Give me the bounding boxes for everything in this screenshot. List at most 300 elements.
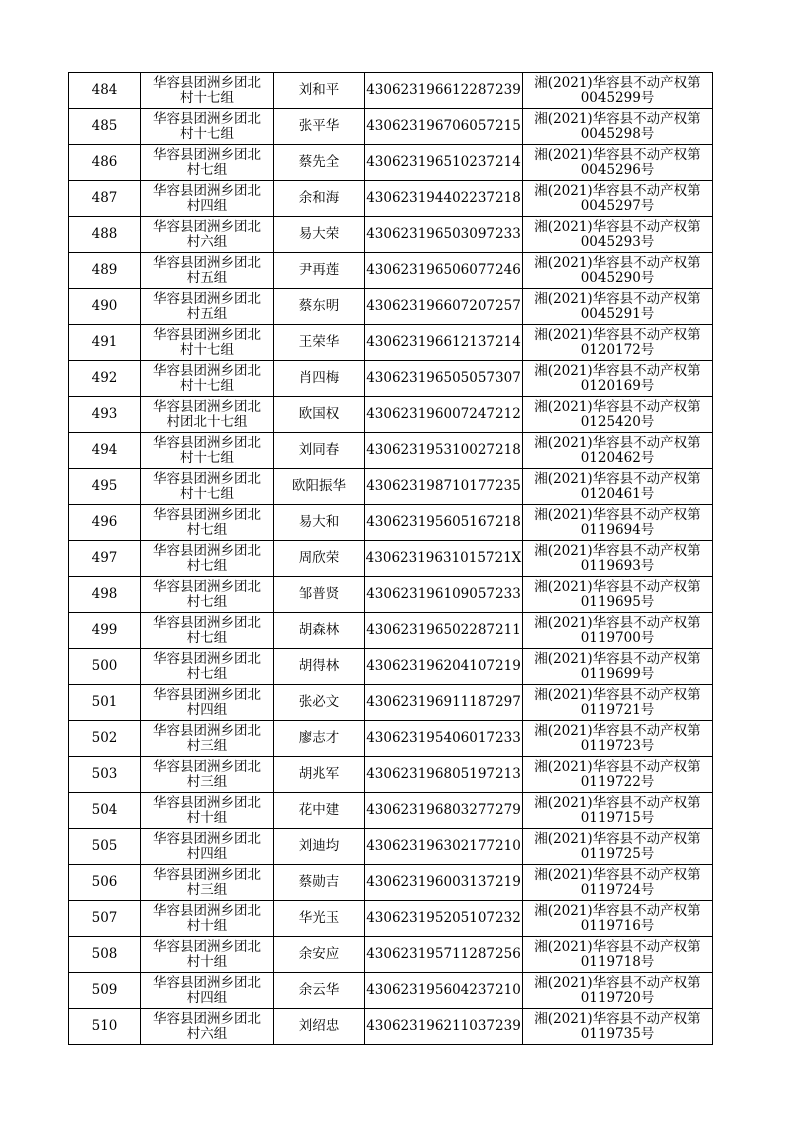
id-number-text: 430623195605167218 <box>366 514 521 530</box>
row-number-cell <box>69 541 141 577</box>
address-cell <box>141 865 274 901</box>
id-number-text: 430623196510237214 <box>366 154 521 170</box>
certificate-number-text: 湘(2021)华容县不动产权第 0045296号 <box>534 146 701 178</box>
owner-name-cell <box>274 1009 365 1045</box>
address-cell <box>141 577 274 613</box>
certificate-number-text: 湘(2021)华容县不动产权第 0119724号 <box>534 866 701 898</box>
row-number-text: 506 <box>91 874 118 890</box>
table-row <box>69 1009 713 1045</box>
owner-name-cell <box>274 613 365 649</box>
row-number-cell <box>69 145 141 181</box>
address-text: 华容县团洲乡团北 村十七组 <box>153 470 261 502</box>
owner-name-text: 张必文 <box>298 694 340 710</box>
address-cell <box>141 217 274 253</box>
certificate-number-text: 湘(2021)华容县不动产权第 0120462号 <box>534 434 701 466</box>
address-cell <box>141 649 274 685</box>
id-number-text: 430623195310027218 <box>366 442 521 458</box>
address-cell <box>141 181 274 217</box>
row-number-cell <box>69 73 141 109</box>
certificate-number-text: 湘(2021)华容县不动产权第 0119718号 <box>534 938 701 970</box>
table-row <box>69 793 713 829</box>
certificate-number-cell <box>523 793 713 829</box>
certificate-number-text: 湘(2021)华容县不动产权第 0045299号 <box>534 74 701 106</box>
address-cell <box>141 109 274 145</box>
row-number-cell <box>69 1009 141 1045</box>
address-text: 华容县团洲乡团北 村五组 <box>153 290 261 322</box>
owner-name-cell <box>274 433 365 469</box>
certificate-number-cell <box>523 757 713 793</box>
row-number-cell <box>69 181 141 217</box>
owner-name-cell <box>274 397 365 433</box>
address-text: 华容县团洲乡团北 村六组 <box>153 218 261 250</box>
row-number-text: 508 <box>91 946 118 962</box>
address-cell <box>141 541 274 577</box>
id-number-text: 430623196612287239 <box>366 82 521 98</box>
id-number-cell <box>365 253 523 289</box>
owner-name-cell <box>274 73 365 109</box>
row-number-text: 493 <box>91 406 118 422</box>
row-number-cell <box>69 397 141 433</box>
owner-name-text: 胡森林 <box>298 622 340 638</box>
owner-name-text: 余和海 <box>298 190 340 206</box>
row-number-text: 500 <box>91 658 118 674</box>
id-number-cell <box>365 1009 523 1045</box>
address-text: 华容县团洲乡团北 村三组 <box>153 758 261 790</box>
certificate-number-cell <box>523 109 713 145</box>
certificate-number-text: 湘(2021)华容县不动产权第 0119720号 <box>534 974 701 1006</box>
row-number-cell <box>69 289 141 325</box>
certificate-number-cell <box>523 685 713 721</box>
row-number-cell <box>69 109 141 145</box>
row-number-cell <box>69 253 141 289</box>
address-text: 华容县团洲乡团北 村七组 <box>153 614 261 646</box>
table-row <box>69 937 713 973</box>
id-number-text: 430623196204107219 <box>366 658 521 674</box>
owner-name-cell <box>274 901 365 937</box>
owner-name-text: 易大荣 <box>298 226 340 242</box>
row-number-text: 507 <box>91 910 118 926</box>
id-number-text: 430623195711287256 <box>366 946 521 962</box>
table-row <box>69 253 713 289</box>
id-number-text: 430623196612137214 <box>366 334 521 350</box>
address-text: 华容县团洲乡团北 村三组 <box>153 722 261 754</box>
owner-name-text: 张平华 <box>298 118 340 134</box>
address-cell <box>141 469 274 505</box>
certificate-number-text: 湘(2021)华容县不动产权第 0120461号 <box>534 470 701 502</box>
id-number-cell <box>365 901 523 937</box>
id-number-cell <box>365 937 523 973</box>
id-number-text: 430623196211037239 <box>366 1018 521 1034</box>
owner-name-text: 华光玉 <box>298 910 340 926</box>
table-row <box>69 325 713 361</box>
row-number-cell <box>69 757 141 793</box>
table-row <box>69 757 713 793</box>
row-number-cell <box>69 577 141 613</box>
id-number-cell <box>365 721 523 757</box>
address-text: 华容县团洲乡团北 村四组 <box>153 974 261 1006</box>
address-text: 华容县团洲乡团北 村四组 <box>153 686 261 718</box>
row-number-text: 509 <box>91 982 118 998</box>
certificate-number-cell <box>523 973 713 1009</box>
certificate-number-text: 湘(2021)华容县不动产权第 0119721号 <box>534 686 701 718</box>
address-text: 华容县团洲乡团北 村七组 <box>153 542 261 574</box>
owner-name-text: 余安应 <box>298 946 340 962</box>
certificate-number-text: 湘(2021)华容县不动产权第 0119694号 <box>534 506 701 538</box>
id-number-cell <box>365 541 523 577</box>
row-number-text: 504 <box>91 802 118 818</box>
owner-name-text: 欧国权 <box>298 406 340 422</box>
row-number-cell <box>69 649 141 685</box>
owner-name-cell <box>274 289 365 325</box>
row-number-text: 484 <box>91 82 118 98</box>
certificate-number-text: 湘(2021)华容县不动产权第 0119695号 <box>534 578 701 610</box>
row-number-text: 485 <box>91 118 118 134</box>
certificate-number-text: 湘(2021)华容县不动产权第 0119693号 <box>534 542 701 574</box>
certificate-number-cell <box>523 721 713 757</box>
certificate-number-cell <box>523 865 713 901</box>
owner-name-cell <box>274 253 365 289</box>
certificate-number-text: 湘(2021)华容县不动产权第 0125420号 <box>534 398 701 430</box>
table-row <box>69 181 713 217</box>
owner-name-text: 刘迪均 <box>298 838 340 854</box>
certificate-number-text: 湘(2021)华容县不动产权第 0045297号 <box>534 182 701 214</box>
certificate-number-cell <box>523 937 713 973</box>
table-row <box>69 721 713 757</box>
owner-name-cell <box>274 793 365 829</box>
table-row <box>69 577 713 613</box>
row-number-text: 489 <box>91 262 118 278</box>
certificate-number-text: 湘(2021)华容县不动产权第 0045290号 <box>534 254 701 286</box>
certificate-number-text: 湘(2021)华容县不动产权第 0045291号 <box>534 290 701 322</box>
owner-name-cell <box>274 181 365 217</box>
certificate-number-text: 湘(2021)华容县不动产权第 0045293号 <box>534 218 701 250</box>
address-cell <box>141 685 274 721</box>
owner-name-text: 蔡先全 <box>298 154 340 170</box>
row-number-cell <box>69 901 141 937</box>
row-number-text: 487 <box>91 190 118 206</box>
address-cell <box>141 613 274 649</box>
owner-name-cell <box>274 721 365 757</box>
table-row <box>69 649 713 685</box>
id-number-text: 430623195406017233 <box>366 730 521 746</box>
address-text: 华容县团洲乡团北 村十七组 <box>153 110 261 142</box>
owner-name-text: 易大和 <box>298 514 340 530</box>
id-number-cell <box>365 289 523 325</box>
owner-name-text: 尹再莲 <box>298 262 340 278</box>
row-number-cell <box>69 937 141 973</box>
certificate-number-text: 湘(2021)华容县不动产权第 0119722号 <box>534 758 701 790</box>
address-cell <box>141 289 274 325</box>
row-number-text: 495 <box>91 478 118 494</box>
certificate-number-text: 湘(2021)华容县不动产权第 0045298号 <box>534 110 701 142</box>
table-row <box>69 217 713 253</box>
owner-name-cell <box>274 325 365 361</box>
owner-name-cell <box>274 145 365 181</box>
id-number-cell <box>365 109 523 145</box>
address-text: 华容县团洲乡团北 村四组 <box>153 182 261 214</box>
row-number-text: 490 <box>91 298 118 314</box>
certificate-number-cell <box>523 397 713 433</box>
id-number-text: 430623196607207257 <box>366 298 521 314</box>
owner-name-cell <box>274 649 365 685</box>
row-number-text: 497 <box>91 550 118 566</box>
table-row <box>69 865 713 901</box>
row-number-cell <box>69 685 141 721</box>
document-page <box>68 72 713 1045</box>
row-number-cell <box>69 217 141 253</box>
owner-name-cell <box>274 541 365 577</box>
certificate-number-cell <box>523 253 713 289</box>
id-number-text: 43062319631015721X <box>365 550 522 566</box>
property-certificate-table <box>68 72 713 1045</box>
owner-name-cell <box>274 685 365 721</box>
id-number-cell <box>365 973 523 1009</box>
row-number-cell <box>69 829 141 865</box>
owner-name-text: 胡兆军 <box>298 766 340 782</box>
table-row <box>69 829 713 865</box>
owner-name-cell <box>274 757 365 793</box>
owner-name-cell <box>274 973 365 1009</box>
row-number-cell <box>69 325 141 361</box>
id-number-cell <box>365 757 523 793</box>
address-text: 华容县团洲乡团北 村十组 <box>153 902 261 934</box>
id-number-text: 430623195604237210 <box>366 982 521 998</box>
address-text: 华容县团洲乡团北 村六组 <box>153 1010 261 1042</box>
owner-name-text: 邹普贤 <box>298 586 340 602</box>
row-number-text: 499 <box>91 622 118 638</box>
table-row <box>69 505 713 541</box>
row-number-text: 498 <box>91 586 118 602</box>
owner-name-text: 胡得林 <box>298 658 340 674</box>
certificate-number-cell <box>523 73 713 109</box>
address-cell <box>141 397 274 433</box>
address-text: 华容县团洲乡团北 村七组 <box>153 578 261 610</box>
table-row <box>69 541 713 577</box>
id-number-cell <box>365 433 523 469</box>
id-number-text: 430623196109057233 <box>366 586 521 602</box>
certificate-number-cell <box>523 217 713 253</box>
address-text: 华容县团洲乡团北 村十七组 <box>153 362 261 394</box>
table-row <box>69 73 713 109</box>
row-number-text: 488 <box>91 226 118 242</box>
id-number-text: 430623194402237218 <box>366 190 521 206</box>
address-cell <box>141 361 274 397</box>
address-cell <box>141 253 274 289</box>
certificate-number-text: 湘(2021)华容县不动产权第 0119699号 <box>534 650 701 682</box>
id-number-cell <box>365 145 523 181</box>
certificate-number-cell <box>523 145 713 181</box>
row-number-text: 501 <box>91 694 118 710</box>
owner-name-text: 蔡勋吉 <box>298 874 340 890</box>
certificate-number-text: 湘(2021)华容县不动产权第 0119716号 <box>534 902 701 934</box>
owner-name-text: 余云华 <box>298 982 340 998</box>
address-text: 华容县团洲乡团北 村十七组 <box>153 74 261 106</box>
owner-name-cell <box>274 217 365 253</box>
id-number-cell <box>365 505 523 541</box>
owner-name-text: 花中建 <box>298 802 340 818</box>
id-number-text: 430623196706057215 <box>366 118 521 134</box>
row-number-text: 502 <box>91 730 118 746</box>
address-cell <box>141 937 274 973</box>
certificate-number-text: 湘(2021)华容县不动产权第 0120169号 <box>534 362 701 394</box>
owner-name-text: 廖志才 <box>298 730 340 746</box>
owner-name-text: 肖四梅 <box>298 370 340 386</box>
address-cell <box>141 829 274 865</box>
owner-name-cell <box>274 937 365 973</box>
id-number-text: 430623195205107232 <box>366 910 521 926</box>
address-text: 华容县团洲乡团北 村三组 <box>153 866 261 898</box>
row-number-text: 486 <box>91 154 118 170</box>
certificate-number-cell <box>523 433 713 469</box>
table-row <box>69 469 713 505</box>
row-number-text: 510 <box>91 1018 118 1034</box>
row-number-cell <box>69 721 141 757</box>
table-row <box>69 109 713 145</box>
owner-name-cell <box>274 109 365 145</box>
address-text: 华容县团洲乡团北 村十组 <box>153 938 261 970</box>
address-cell <box>141 73 274 109</box>
table-row <box>69 433 713 469</box>
row-number-cell <box>69 973 141 1009</box>
row-number-text: 503 <box>91 766 118 782</box>
id-number-cell <box>365 469 523 505</box>
table-row <box>69 397 713 433</box>
certificate-number-text: 湘(2021)华容县不动产权第 0119723号 <box>534 722 701 754</box>
id-number-cell <box>365 649 523 685</box>
address-text: 华容县团洲乡团北 村七组 <box>153 506 261 538</box>
id-number-cell <box>365 397 523 433</box>
id-number-cell <box>365 865 523 901</box>
row-number-text: 494 <box>91 442 118 458</box>
certificate-number-cell <box>523 1009 713 1045</box>
certificate-number-cell <box>523 361 713 397</box>
owner-name-text: 刘同春 <box>298 442 340 458</box>
row-number-text: 491 <box>91 334 118 350</box>
table-body <box>69 73 713 1045</box>
certificate-number-cell <box>523 505 713 541</box>
certificate-number-text: 湘(2021)华容县不动产权第 0120172号 <box>534 326 701 358</box>
table-row <box>69 613 713 649</box>
certificate-number-cell <box>523 577 713 613</box>
address-text: 华容县团洲乡团北 村十七组 <box>153 326 261 358</box>
owner-name-cell <box>274 361 365 397</box>
owner-name-text: 刘绍忠 <box>298 1018 340 1034</box>
row-number-cell <box>69 793 141 829</box>
id-number-text: 430623196505057307 <box>366 370 521 386</box>
certificate-number-text: 湘(2021)华容县不动产权第 0119700号 <box>534 614 701 646</box>
id-number-text: 430623196803277279 <box>366 802 521 818</box>
address-text: 华容县团洲乡团北 村团北十七组 <box>153 398 261 430</box>
id-number-text: 430623196506077246 <box>366 262 521 278</box>
id-number-cell <box>365 73 523 109</box>
owner-name-text: 王荣华 <box>298 334 340 350</box>
owner-name-text: 欧阳振华 <box>292 478 346 494</box>
row-number-cell <box>69 505 141 541</box>
certificate-number-cell <box>523 613 713 649</box>
table-row <box>69 289 713 325</box>
owner-name-cell <box>274 469 365 505</box>
id-number-text: 430623198710177235 <box>366 478 521 494</box>
address-cell <box>141 793 274 829</box>
owner-name-cell <box>274 577 365 613</box>
certificate-number-cell <box>523 469 713 505</box>
address-text: 华容县团洲乡团北 村五组 <box>153 254 261 286</box>
certificate-number-text: 湘(2021)华容县不动产权第 0119725号 <box>534 830 701 862</box>
row-number-cell <box>69 469 141 505</box>
id-number-text: 430623196911187297 <box>366 694 521 710</box>
address-cell <box>141 1009 274 1045</box>
address-cell <box>141 505 274 541</box>
id-number-cell <box>365 613 523 649</box>
certificate-number-cell <box>523 325 713 361</box>
table-row <box>69 361 713 397</box>
address-cell <box>141 721 274 757</box>
owner-name-cell <box>274 505 365 541</box>
address-cell <box>141 145 274 181</box>
id-number-cell <box>365 577 523 613</box>
id-number-cell <box>365 217 523 253</box>
table-row <box>69 901 713 937</box>
id-number-cell <box>365 325 523 361</box>
id-number-text: 430623196003137219 <box>366 874 521 890</box>
id-number-text: 430623196007247212 <box>366 406 521 422</box>
owner-name-text: 周欣荣 <box>298 550 340 566</box>
id-number-cell <box>365 361 523 397</box>
table-row <box>69 685 713 721</box>
id-number-text: 430623196502287211 <box>366 622 521 638</box>
address-text: 华容县团洲乡团北 村七组 <box>153 650 261 682</box>
id-number-text: 430623196302177210 <box>366 838 521 854</box>
address-cell <box>141 973 274 1009</box>
row-number-cell <box>69 361 141 397</box>
address-text: 华容县团洲乡团北 村四组 <box>153 830 261 862</box>
certificate-number-cell <box>523 289 713 325</box>
address-cell <box>141 757 274 793</box>
certificate-number-cell <box>523 181 713 217</box>
row-number-cell <box>69 613 141 649</box>
address-cell <box>141 901 274 937</box>
row-number-text: 492 <box>91 370 118 386</box>
table-row <box>69 145 713 181</box>
id-number-cell <box>365 793 523 829</box>
row-number-text: 505 <box>91 838 118 854</box>
certificate-number-text: 湘(2021)华容县不动产权第 0119715号 <box>534 794 701 826</box>
id-number-cell <box>365 685 523 721</box>
address-text: 华容县团洲乡团北 村十七组 <box>153 434 261 466</box>
id-number-text: 430623196805197213 <box>366 766 521 782</box>
owner-name-text: 蔡东明 <box>298 298 340 314</box>
row-number-cell <box>69 865 141 901</box>
id-number-cell <box>365 829 523 865</box>
certificate-number-cell <box>523 541 713 577</box>
row-number-cell <box>69 433 141 469</box>
table-row <box>69 973 713 1009</box>
owner-name-cell <box>274 865 365 901</box>
certificate-number-text: 湘(2021)华容县不动产权第 0119735号 <box>534 1010 701 1042</box>
owner-name-text: 刘和平 <box>298 82 340 98</box>
certificate-number-cell <box>523 829 713 865</box>
row-number-text: 496 <box>91 514 118 530</box>
address-cell <box>141 433 274 469</box>
address-cell <box>141 325 274 361</box>
id-number-cell <box>365 181 523 217</box>
certificate-number-cell <box>523 649 713 685</box>
address-text: 华容县团洲乡团北 村十组 <box>153 794 261 826</box>
certificate-number-cell <box>523 901 713 937</box>
id-number-text: 430623196503097233 <box>366 226 521 242</box>
owner-name-cell <box>274 829 365 865</box>
address-text: 华容县团洲乡团北 村七组 <box>153 146 261 178</box>
